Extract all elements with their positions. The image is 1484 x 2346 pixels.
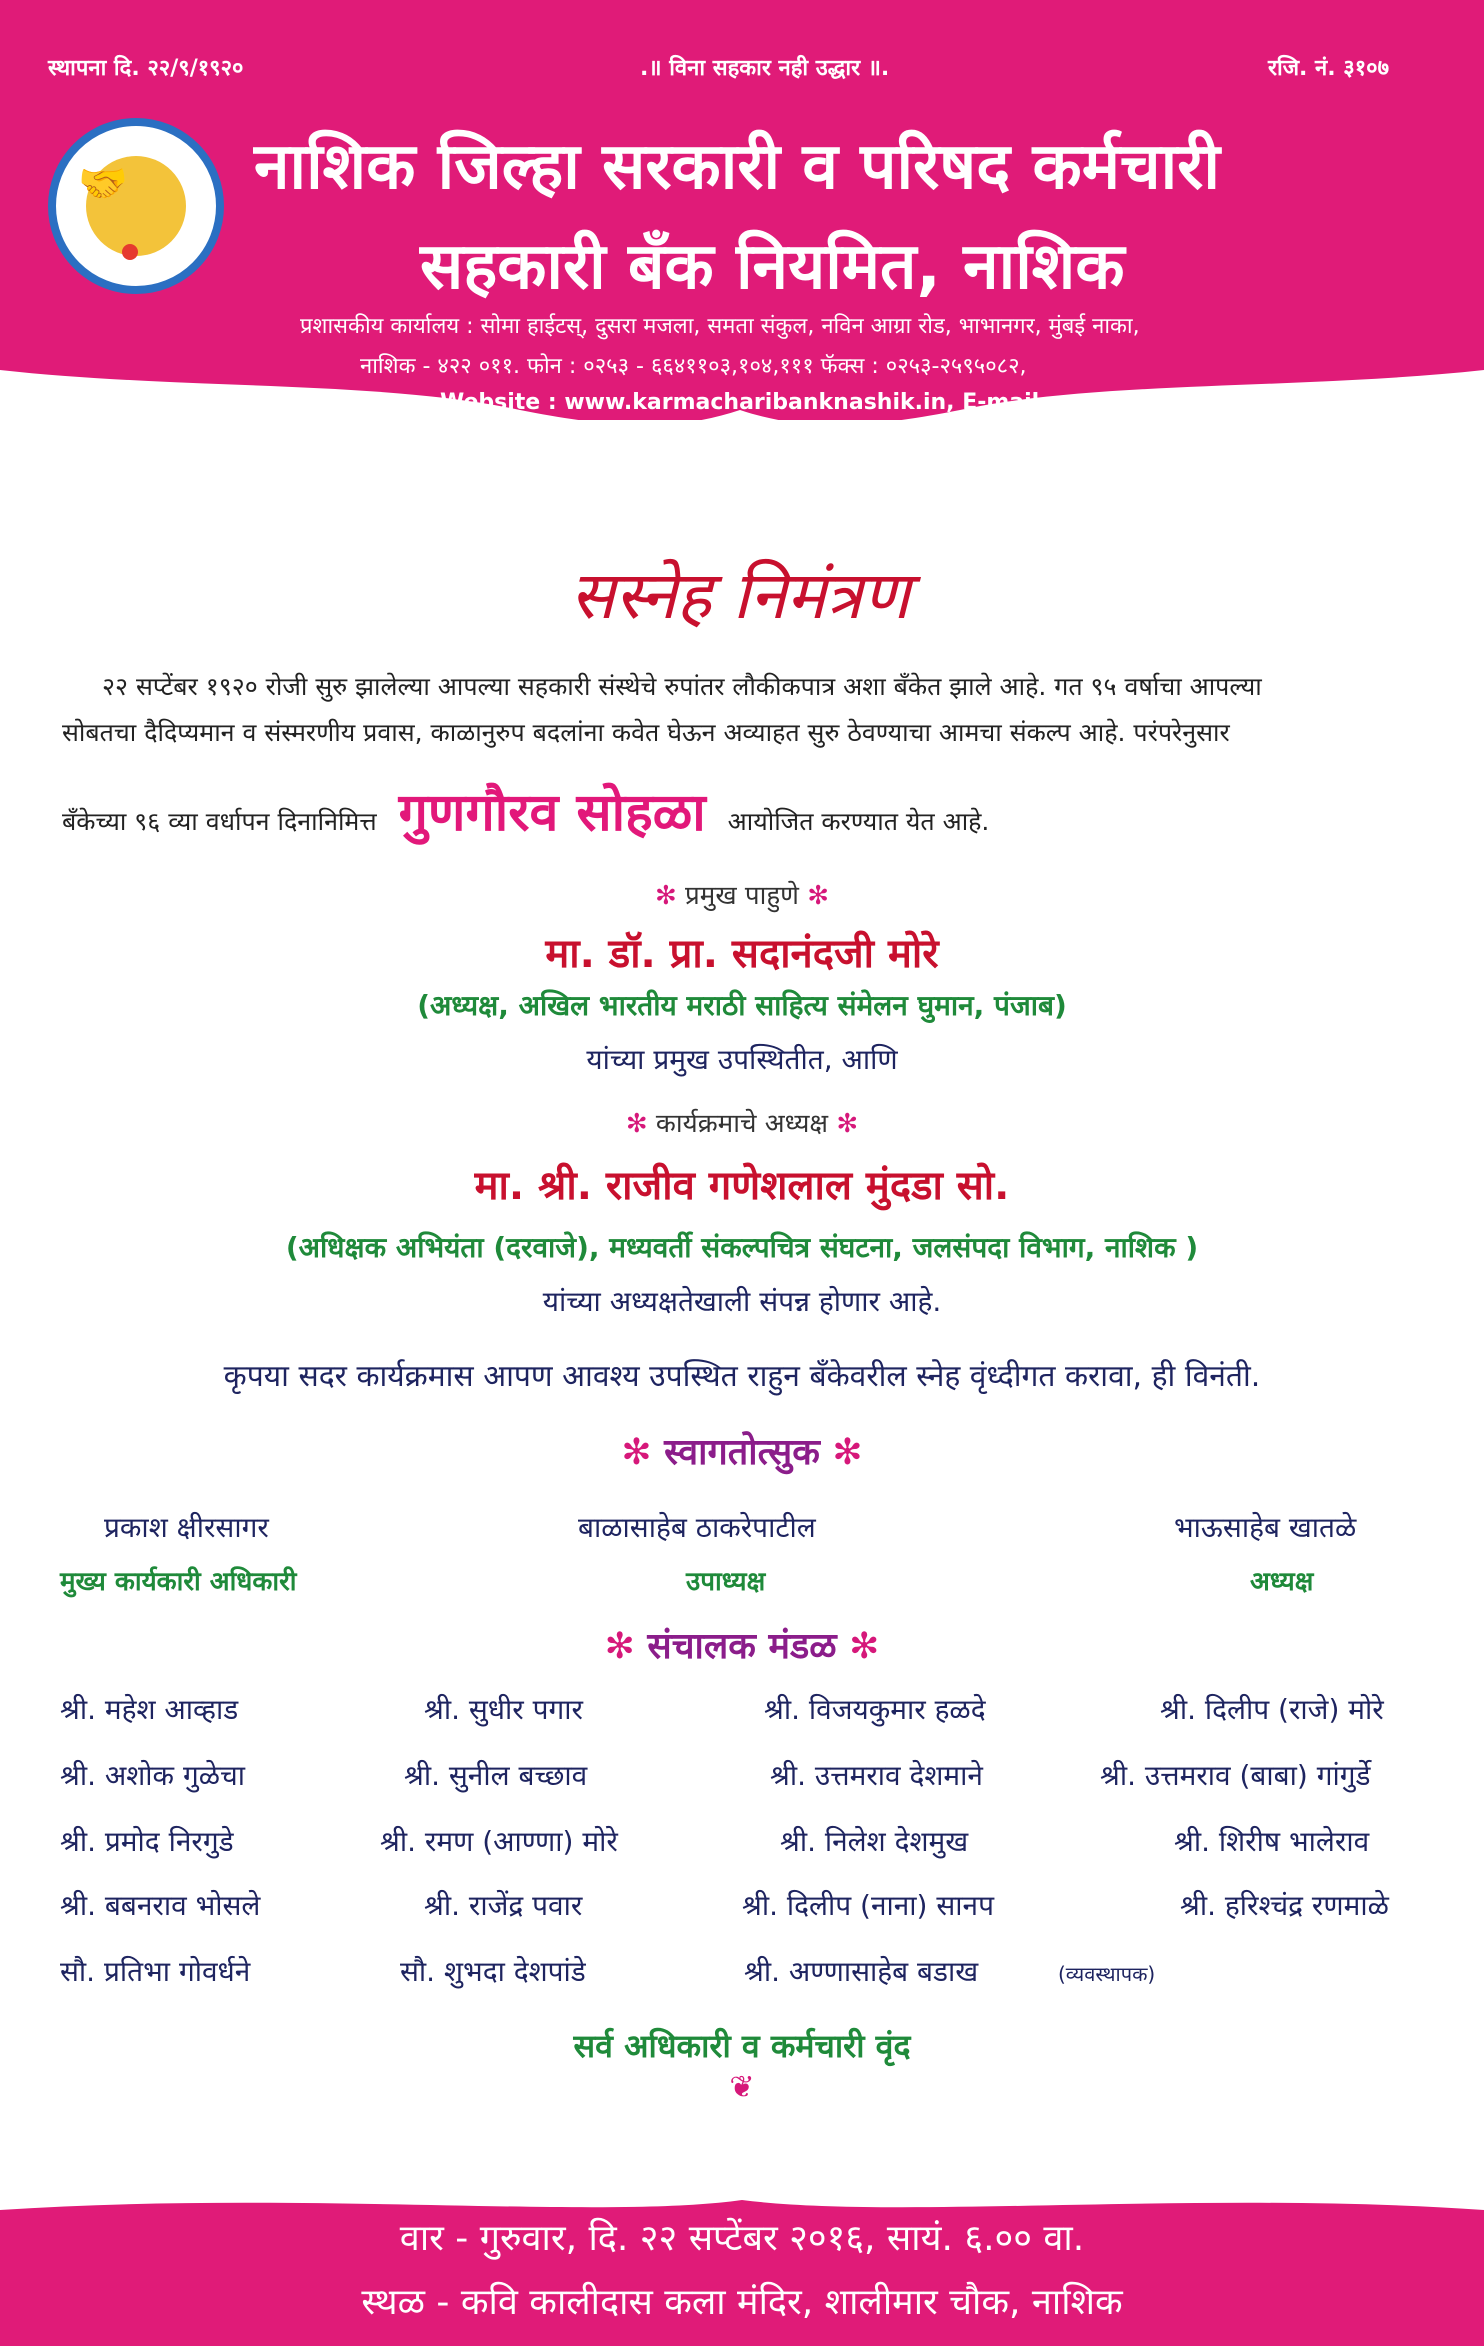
event-name: गुणगौरव सोहळा xyxy=(398,783,706,843)
director-name: श्री. राजेंद्र पवार xyxy=(424,1889,583,1922)
director-name: श्री. अण्णासाहेब बडाख xyxy=(744,1955,979,1988)
logo-dot xyxy=(122,244,138,260)
star-icon: ✻ xyxy=(625,1109,648,1139)
welcome-label-text: स्वागतोत्सुक xyxy=(664,1432,820,1473)
established-date: स्थापना दि. २२/९/१९२० xyxy=(48,56,244,81)
header-banner xyxy=(0,0,1484,420)
director-name: श्री. सुधीर पगार xyxy=(424,1693,584,1726)
request-text: कृपया सदर कार्यक्रमास आपण आवश्य उपस्थित राहुन बँकेवरील स्नेह वृंध्दीगत करावा, ही विनंती. xyxy=(223,1359,1261,1394)
board-label xyxy=(0,1620,1484,1669)
welcome-person-role: उपाध्यक्ष xyxy=(686,1567,766,1597)
bank-logo xyxy=(48,118,224,294)
ornament-icon: ❦ xyxy=(729,2070,755,2105)
director-name: श्री. विजयकुमार हळदे xyxy=(764,1693,986,1726)
address-line2: नाशिक - ४२२ ०११. फोन : ०२५३ - ६६४११०३,१०४,१११ फॅक्स : ०२५३-२५९५०८२, xyxy=(360,354,1027,379)
chief-guest-designation: (अध्यक्ष, अखिल भारतीय मराठी साहित्य संमेलन घुमान, पंजाब) xyxy=(417,989,1067,1022)
chief-guest-presence: यांच्या प्रमुख उपस्थितीत, आणि xyxy=(586,1043,898,1076)
director-name: श्री. उत्तमराव (बाबा) गांगुर्डे xyxy=(1100,1759,1371,1792)
intro-paragraph xyxy=(62,664,1432,756)
welcome-person-role: अध्यक्ष xyxy=(1250,1567,1314,1597)
director-name: श्री. शिरीष भालेराव xyxy=(1174,1825,1370,1858)
welcome-person-name: भाऊसाहेब खातळे xyxy=(1174,1511,1357,1544)
president-name: मा. श्री. राजीव गणेशलाल मुंदडा सो. xyxy=(474,1163,1010,1209)
star-icon: ✻ xyxy=(621,1432,652,1473)
bank-name-line2: सहकारी बँक नियमित, नाशिक xyxy=(420,230,1125,304)
para-line2: सोबतचा दैदिप्यमान व संस्मरणीय प्रवास, काळानुरुप बदलांना कवेत घेऊन अव्याहत सुरु ठेवण्याचा आमचा संकल्प आहे. परंपरेनुसार xyxy=(62,718,1230,747)
director-name: सौ. प्रतिभा गोवर्धने xyxy=(60,1955,251,1988)
director-name: श्री. उत्तमराव देशमाने xyxy=(770,1759,983,1792)
welcome-person-name: बाळासाहेब ठाकरेपाटील xyxy=(578,1511,816,1544)
star-icon: ✻ xyxy=(654,881,677,911)
board-label-text: संचालक मंडळ xyxy=(647,1626,837,1667)
director-name: श्री. सुनील बच्छाव xyxy=(404,1759,588,1792)
chief-guest-label xyxy=(0,876,1484,912)
director-name: श्री. निलेश देशमुख xyxy=(780,1825,969,1858)
director-name: श्री. हरिश्चंद्र रणमाळे xyxy=(1180,1889,1389,1922)
manager-suffix: (व्यवस्थापक) xyxy=(1058,1962,1156,1986)
director-name: श्री. महेश आव्हाड xyxy=(60,1693,239,1726)
address-line1: प्रशासकीय कार्यालय : सोमा हाईटस्, दुसरा मजला, समता संकुल, नविन आग्रा रोड, भाभानगर, मुंबई नाका, xyxy=(300,314,1140,339)
event-date: वार - गुरुवार, दि. २२ सप्टेंबर २०१६, सायं. ६.०० वा. xyxy=(399,2218,1085,2259)
event-line xyxy=(62,783,1432,845)
president-presidency: यांच्या अध्यक्षतेखाली संपन्न होणार आहे. xyxy=(542,1285,942,1318)
all-staff: सर्व अधिकारी व कर्मचारी वृंद xyxy=(573,2027,911,2065)
handshake-icon: 🤝 xyxy=(78,161,128,207)
title-graphic xyxy=(500,540,980,650)
star-icon: ✻ xyxy=(832,1432,863,1473)
star-icon: ✻ xyxy=(836,1109,859,1139)
welcome-person-role: मुख्य कार्यकारी अधिकारी xyxy=(60,1567,297,1597)
star-icon: ✻ xyxy=(604,1626,635,1667)
director-name: श्री. अशोक गुळेचा xyxy=(60,1759,246,1792)
welcome-label xyxy=(0,1426,1484,1475)
president-label xyxy=(0,1104,1484,1140)
director-name: सौ. शुभदा देशपांडे xyxy=(400,1955,586,1988)
welcome-person-name: प्रकाश क्षीरसागर xyxy=(104,1511,269,1544)
para-line1: २२ सप्टेंबर १९२० रोजी सुरु झालेल्या आपल्या सहकारी संस्थेचे रुपांतर लौकीकपात्र अशा बँकेत झाले आहे. गत ९५ वर्षाचा आपल्या xyxy=(102,672,1262,701)
chief-guest-label-text: प्रमुख पाहुणे xyxy=(685,881,799,911)
motto: .॥ विना सहकार नही उद्धार ॥. xyxy=(640,56,890,81)
footer-banner xyxy=(0,2190,1484,2346)
director-name: श्री. दिलीप (राजे) मोरे xyxy=(1160,1693,1384,1726)
website-email: Website : www.karmacharibanknashik.in, E-mail : nzspksbk@gmail.com xyxy=(440,390,1329,415)
president-designation: (अधिक्षक अभियंता (दरवाजे), मध्यवर्ती संकल्पचित्र संघटना, जलसंपदा विभाग, नाशिक ) xyxy=(285,1231,1199,1264)
director-name: श्री. रमण (आण्णा) मोरे xyxy=(380,1825,618,1858)
chief-guest-name: मा. डॉ. प्रा. सदानंदजी मोरे xyxy=(545,931,939,977)
director-name: श्री. दिलीप (नाना) सानप xyxy=(742,1889,994,1922)
bank-name-line1: नाशिक जिल्हा सरकारी व परिषद कर्मचारी xyxy=(254,130,1220,204)
event-venue: स्थळ - कवि कालीदास कला मंदिर, शालीमार चौक, नाशिक xyxy=(361,2282,1123,2323)
event-pre: बँकेच्या ९६ व्या वर्धापन दिनानिमित्त xyxy=(62,807,377,836)
director-name: श्री. बबनराव भोसले xyxy=(60,1889,261,1922)
registration-number: रजि. नं. ३१०७ xyxy=(1268,56,1390,81)
director-name: श्री. प्रमोद निरगुडे xyxy=(60,1825,234,1858)
star-icon: ✻ xyxy=(849,1626,880,1667)
invitation-title: सस्नेह निमंत्रण xyxy=(570,557,910,634)
star-icon: ✻ xyxy=(807,881,830,911)
event-post: आयोजित करण्यात येत आहे. xyxy=(727,807,990,836)
president-label-text: कार्यक्रमाचे अध्यक्ष xyxy=(655,1109,829,1139)
